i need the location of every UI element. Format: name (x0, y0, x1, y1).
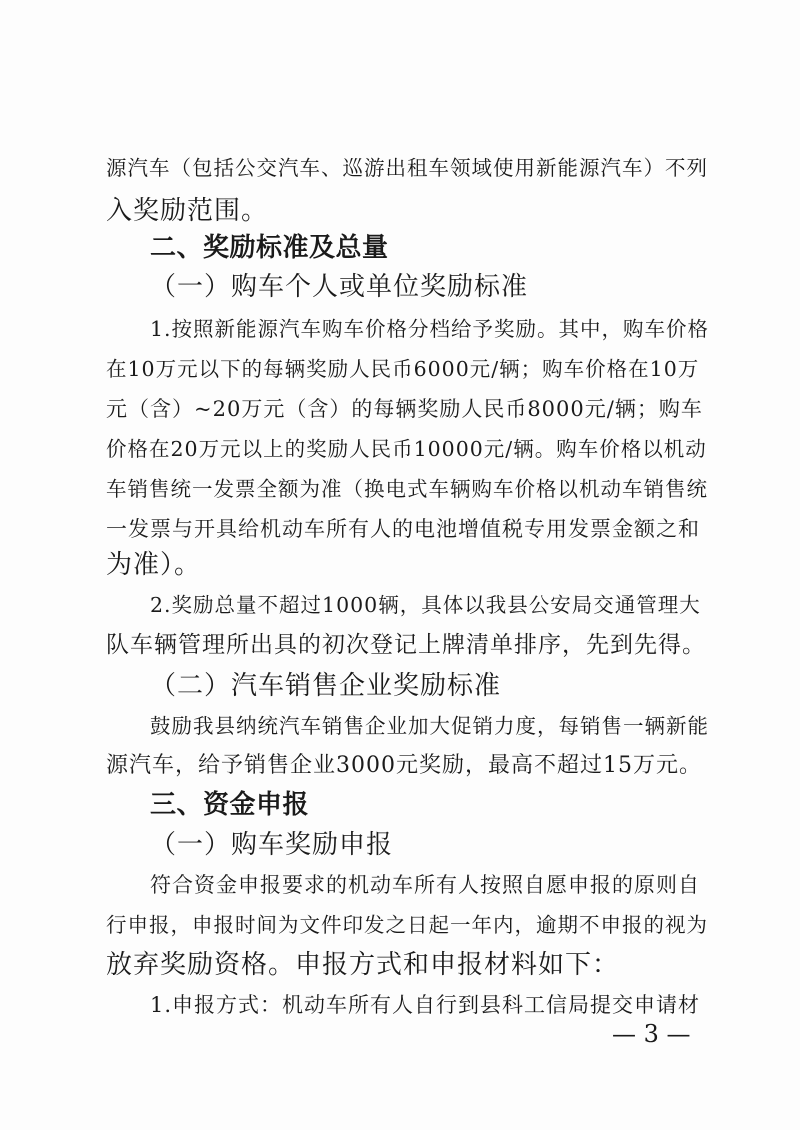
body-line: 符合资金申报要求的机动车所有人按照自愿申报的原则自 (150, 873, 700, 897)
body-line: 1.按照新能源汽车购车价格分档给予奖励。其中，购车价格 (150, 317, 710, 341)
body-line: 车销售统一发票全额为准（换电式车辆购车价格以机动车销售统 (106, 477, 708, 501)
subsection-heading: （一）购车奖励申报 (150, 830, 394, 860)
body-line: 在10万元以下的每辆奖励人民币6000元/辆；购车价格在10万 (106, 357, 700, 381)
body-line: 价格在20万元以上的奖励人民币10000元/辆。购车价格以机动 (106, 437, 707, 461)
body-line: 2.奖励总量不超过1000辆，具体以我县公安局交通管理大 (150, 593, 701, 617)
body-line: 源汽车（包括公交汽车、巡游出租车领域使用新能源汽车）不列 (106, 156, 708, 180)
body-line: 源汽车，给予销售企业3000元奖励，最高不超过15万元。 (106, 753, 702, 778)
body-line: 为准）。 (106, 550, 202, 580)
body-line: 元（含）~20万元（含）的每辆奖励人民币8000元/辆；购车 (106, 397, 703, 421)
section-heading: 三、资金申报 (150, 790, 310, 820)
body-line: 放弃奖励资格。申报方式和申报材料如下： (106, 950, 620, 980)
body-line: 1.申报方式：机动车所有人自行到县科工信局提交申请材 (150, 993, 701, 1017)
body-line: 入奖励范围。 (106, 196, 269, 226)
body-line: 鼓励我县纳统汽车销售企业加大促销力度，每销售一辆新能 (150, 714, 709, 738)
body-line: 队车辆管理所出具的初次登记上牌清单排序，先到先得。 (106, 632, 706, 658)
body-line: 一发票与开具给机动车所有人的电池增值税专用发票金额之和 (106, 517, 700, 541)
page-number: — 3 — (612, 1020, 691, 1048)
subsection-heading: （二）汽车销售企业奖励标准 (150, 671, 502, 701)
section-heading: 二、奖励标准及总量 (150, 233, 389, 263)
body-line: 行申报，申报时间为文件印发之日起一年内，逾期不申报的视为 (106, 913, 708, 937)
subsection-heading: （一）购车个人或单位奖励标准 (150, 272, 529, 302)
